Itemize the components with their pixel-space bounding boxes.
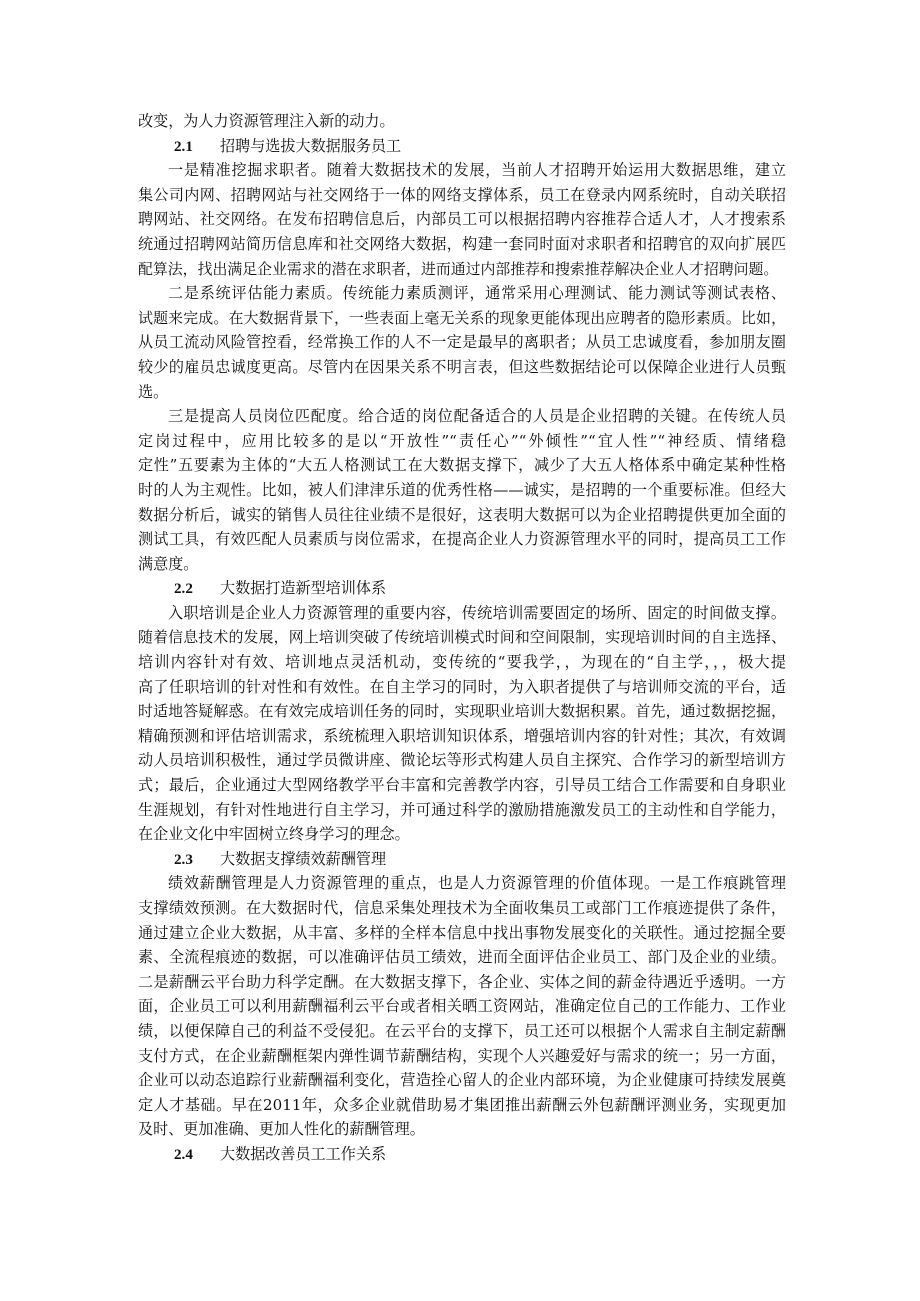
text-line: 配算法，找出满足企业需求的潜在求职者，进而通过内部推荐和搜索推荐解决企业人才招聘问题。 — [138, 259, 779, 278]
text-line: 素、全流程痕迹的数据，可以准确评估员工绩效，进而全面评估企业员工、部门及企业的业绩。 — [138, 948, 786, 967]
text-line: 生涯规划，有针对性地进行自主学习，并可通过科学的激励措施激发员工的主动性和自学能力， — [138, 800, 786, 819]
text-line: 入职培训是企业人力资源管理的重要内容，传统培训需要固定的场所、固定的时间做支撑。 — [168, 603, 786, 622]
text-line: 统通过招聘网站简历信息库和社交网络大数据，构建一套同时面对求职者和招聘官的双向扩展匹 — [138, 234, 786, 253]
section-heading-2-1 — [138, 134, 786, 159]
section-title: 大数据打造新型培训体系 — [220, 579, 387, 598]
text-line: 一是精准挖掘求职者。随着大数据技术的发展，当前人才招聘开始运用大数据思维，建立 — [168, 161, 786, 180]
text-line: 集公司内网、招聘网站与社交网络于一体的网络支撑体系，员工在登录内网系统时，自动关联招 — [138, 185, 786, 204]
paragraph — [138, 601, 786, 847]
text-line: 通过建立企业大数据，从丰富、多样的全样本信息中找出事物发展变化的关联性。通过挖掘全要 — [138, 923, 786, 942]
section-title: 大数据支撑绩效薪酬管理 — [220, 849, 387, 868]
text-line: 支付方式，在企业薪酬框架内弹性调节薪酬结构，实现个人兴趣爱好与需求的统一；另一方面， — [138, 1046, 786, 1065]
section-number: 2.4 — [174, 1146, 193, 1163]
text-line: 定岗过程中，应用比较多的是以“开放性”“责任心”“外倾性”“宜人性”“神经质、情绪稳 — [138, 431, 786, 450]
text-line: 较少的雇员忠诚度更高。尽管内在因果关系不明言表，但这些数据结论可以保障企业进行人员甄 — [138, 357, 786, 376]
text-line: 在企业文化中牢固树立终身学习的理念。 — [138, 825, 410, 844]
text-line: 数据分析后，诚实的销售人员往往业绩不是很好，这表明大数据可以为企业招聘提供更加全面的 — [138, 505, 786, 524]
text-line: 绩，以便保障自己的利益不受侵犯。在云平台的支撑下，员工还可以根据个人需求自主制定薪酬 — [138, 1021, 786, 1040]
text-line: 时适地答疑解惑。在有效完成培训任务的同时，实现职业培训大数据积累。首先，通过数据挖掘， — [138, 702, 786, 721]
text-line: 聘网站、社交网络。在发布招聘信息后，内部员工可以根据招聘内容推荐合适人才，人才搜索系 — [138, 210, 786, 229]
section-heading-2-2 — [138, 576, 786, 601]
text-line: 满意度。 — [138, 554, 199, 573]
section-heading-2-3 — [138, 847, 786, 872]
text-line: 测试工具，有效匹配人员素质与岗位需求，在提高企业人力资源管理水平的同时，提高员工工作 — [138, 530, 786, 549]
text-line: 从员工流动风险管控看，经常换工作的人不一定是最早的离职者；从员工忠诚度看，参加朋友圈 — [138, 333, 786, 352]
text-line: 选。 — [138, 382, 169, 401]
section-title: 招聘与选拔大数据服务员工 — [220, 136, 402, 155]
text-line: 三是提高人员岗位匹配度。给合适的岗位配备适合的人员是企业招聘的关键。在传统人员 — [168, 407, 786, 426]
text-line: 培训内容针对有效、培训地点灵活机动，变传统的“要我学，，为现在的“自主学，，，极大提 — [138, 653, 786, 672]
paragraph — [138, 404, 786, 576]
text-line: 二是薪酬云平台助力科学定酬。在大数据支撑下，各企业、实体之间的薪金待遇近乎透明。一方 — [138, 972, 786, 991]
paragraph — [138, 281, 786, 404]
text-line: 随着信息技术的发展，网上培训突破了传统培训模式时间和空间限制，实现培训时间的自主选择、 — [138, 628, 786, 647]
text-line: 二是系统评估能力素质。传统能力素质测评，通常采用心理测试、能力测试等测试表格、 — [168, 284, 786, 303]
text-line: 时的人为主观性。比如，被人们津津乐道的优秀性格——诚实，是招聘的一个重要标准。但经大 — [138, 480, 786, 499]
section-number: 2.3 — [174, 851, 193, 868]
text-line: 精确预测和评估培训需求，系统梳理入职培训知识体系，增强培训内容的针对性；其次，有效调 — [138, 726, 786, 745]
section-number: 2.2 — [174, 581, 193, 598]
text-line: 试题来完成。在大数据背景下，一些表面上毫无关系的现象更能体现出应聘者的隐形素质。比如， — [138, 308, 786, 327]
document-page — [138, 109, 786, 1167]
text-line: 面，企业员工可以利用薪酬福利云平台或者相关晒工资网站，准确定位自己的工作能力、工作业 — [138, 997, 786, 1016]
section-number: 2.1 — [174, 138, 193, 155]
intro-line: 改变，为人力资源管理注入新的动力。 — [138, 112, 395, 130]
section-title: 大数据改善员工工作关系 — [220, 1144, 387, 1163]
text-line: 支撑绩效预测。在大数据时代，信息采集处理技术为全面收集员工或部门工作痕迹提供了条件， — [138, 899, 786, 917]
paragraph — [138, 158, 786, 281]
text-line: 高了任职培训的针对性和有效性。在自主学习的同时，为入职者提供了与培训师交流的平台，适 — [138, 677, 786, 696]
text-line: 式；最后，企业通过大型网络教学平台丰富和完善教学内容，引导员工结合工作需要和自身职业 — [138, 776, 786, 795]
text-line: 绩效薪酬管理是人力资源管理的重点，也是人力资源管理的价值体现。一是工作痕跳管理 — [168, 874, 786, 893]
text-line: 动人员培训积极性，通过学员微讲座、微论坛等形式构建人员自主探究、合作学习的新型培训方 — [138, 751, 786, 770]
paragraph — [138, 871, 786, 1142]
text-line: 及时、更加准确、更加人性化的薪酬管理。 — [138, 1120, 425, 1139]
text-line: 定性”五要素为主体的“大五人格测试工在大数据支撑下，减少了大五人格体系中确定某种性格 — [138, 456, 786, 475]
text-line: 定人才基础。早在2011年，众多企业就借助易才集团推出薪酬云外包薪酬评测业务，实现更加 — [138, 1095, 786, 1114]
text-line: 企业可以动态追踪行业薪酬福利变化，营造拴心留人的企业内部环境，为企业健康可持续发展奠 — [138, 1071, 786, 1090]
section-heading-2-4 — [138, 1142, 786, 1167]
